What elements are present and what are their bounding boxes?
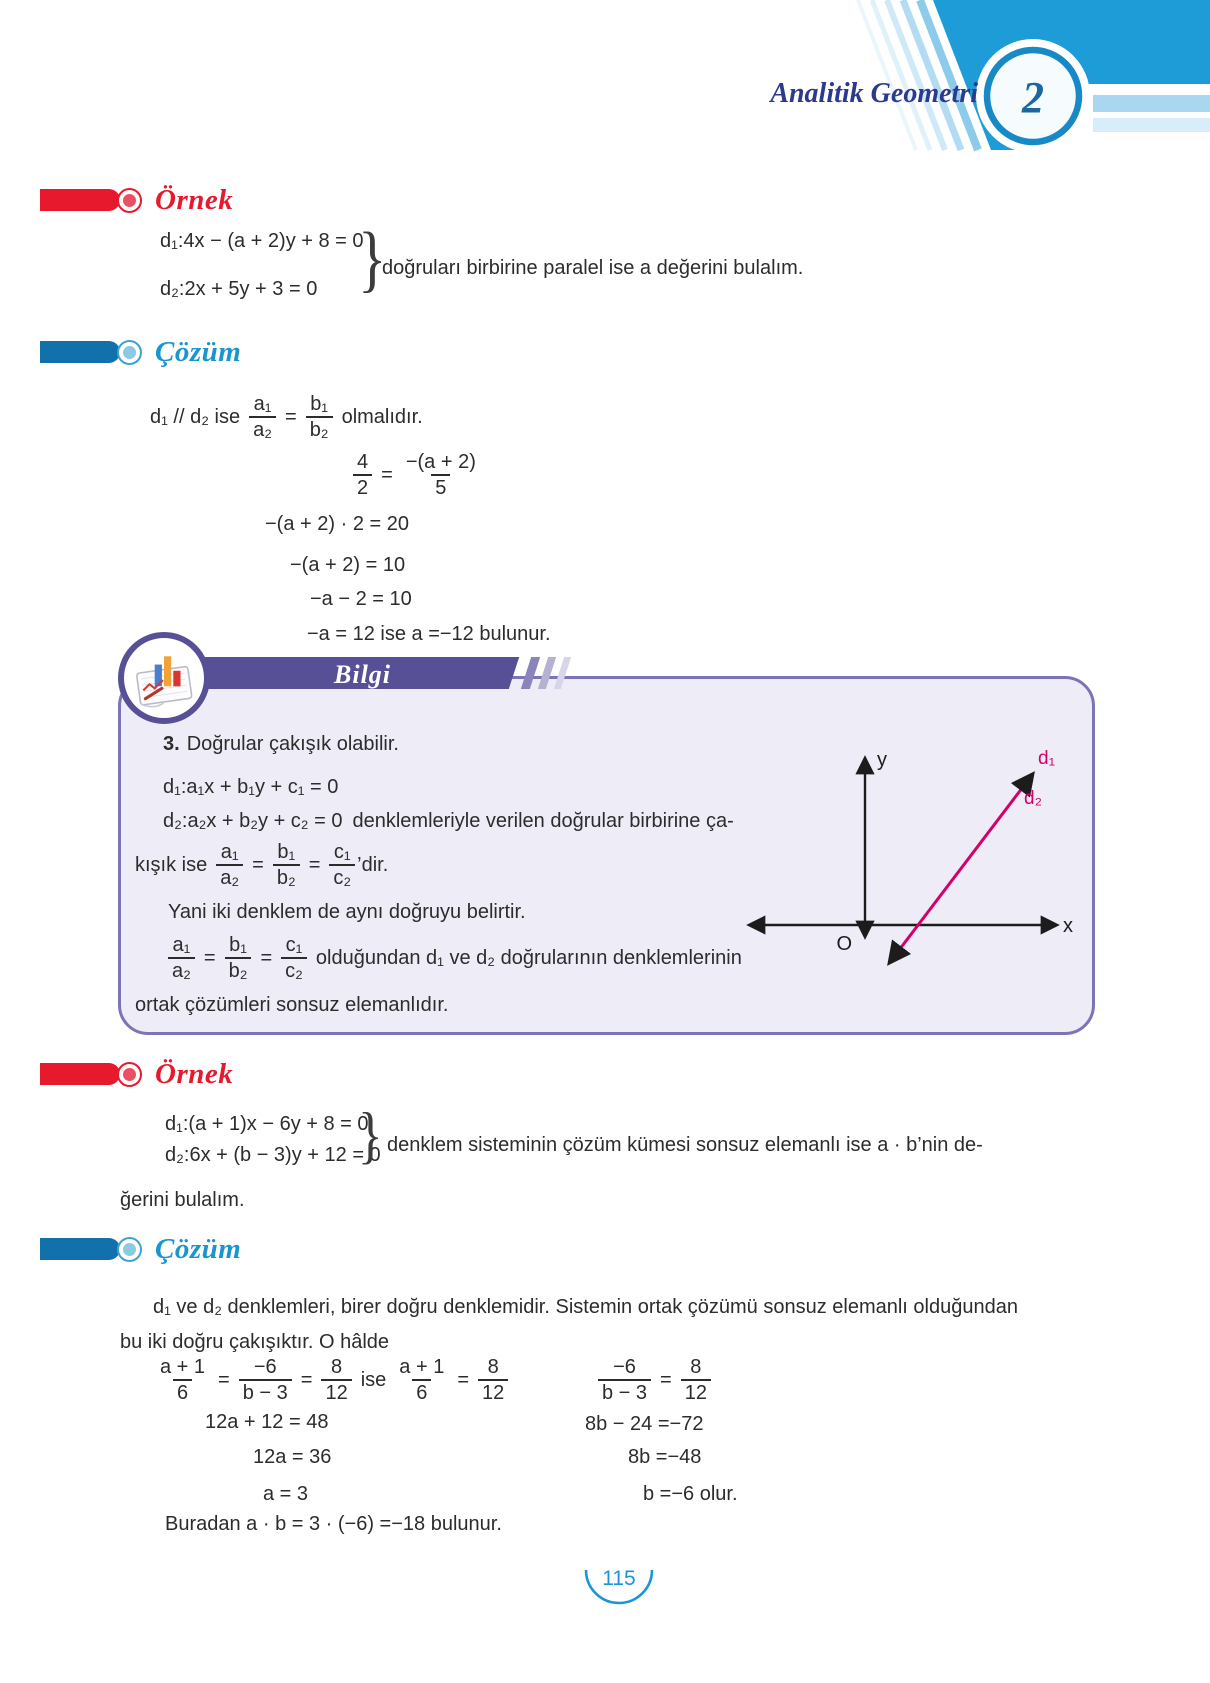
fraction: $\frac{\text{c₁}}{\text{c₂}}$ bbox=[329, 840, 355, 891]
item-number: 3. bbox=[163, 733, 180, 755]
brace: } bbox=[358, 1099, 383, 1170]
solution2-conclusion: Buradan a · b = 3 · (−6) =−18 bulunur. bbox=[165, 1513, 502, 1535]
equation-d2: d₂:2x + 5y + 3 = 0 bbox=[160, 278, 318, 300]
solution2-banner bbox=[40, 1234, 241, 1264]
fraction: $\frac{4}{2}$ bbox=[353, 450, 372, 501]
banner-rings-icon bbox=[117, 1237, 142, 1262]
solution-step: 12a = 36 bbox=[253, 1446, 332, 1468]
fraction: $\frac{8}{12}$ bbox=[321, 1355, 351, 1406]
equals-sign: = bbox=[381, 463, 393, 486]
fraction: $\frac{\text{a₁}}{\text{a₂}}$ bbox=[216, 840, 243, 891]
x-axis-label: x bbox=[1063, 915, 1073, 937]
fraction: $\frac{-6}{b - 3}$ bbox=[239, 1355, 292, 1406]
banner-rings-icon bbox=[117, 188, 142, 213]
solution2-paragraph: bu iki doğru çakışıktır. O hâlde bbox=[120, 1331, 390, 1353]
solution-step: 12a + 12 = 48 bbox=[205, 1411, 329, 1433]
header-decoration bbox=[0, 0, 1210, 170]
equals-sign: = bbox=[457, 1368, 470, 1391]
equals-sign: = bbox=[660, 1368, 672, 1391]
info-text: ortak çözümleri sonsuz elemanlıdır. bbox=[135, 994, 449, 1016]
solution-step: a = 3 bbox=[263, 1483, 309, 1505]
equals-sign: = bbox=[285, 405, 297, 428]
fraction: $\frac{\text{b₁}}{\text{b₂}}$ bbox=[306, 392, 333, 443]
fraction: $\frac{8}{12}$ bbox=[478, 1355, 508, 1406]
math-text: kışık ise bbox=[135, 853, 208, 876]
math-text: d₁ // d₂ ise bbox=[150, 405, 241, 428]
origin-label: O bbox=[836, 933, 852, 955]
banner-rings-icon bbox=[117, 340, 142, 365]
brace: } bbox=[358, 218, 387, 300]
banner-label: Çözüm bbox=[155, 335, 242, 368]
equals-sign: = bbox=[203, 946, 216, 969]
example2-prompt: denklem sisteminin çözüm kümesi sonsuz elemanlı ise a · b’nin de- bbox=[387, 1134, 983, 1156]
y-axis-label: y bbox=[877, 749, 887, 771]
d1-line-label: d₁ bbox=[1038, 748, 1055, 769]
item-text: Doğrular çakışık olabilir. bbox=[186, 733, 399, 755]
solution2-paragraph: d₁ ve d₂ denklemleri, birer doğru denklemidir. Sistemin ortak çözümü sonsuz elemanlı olduğundan bbox=[153, 1296, 1018, 1318]
fraction: $\frac{a + 1}{6}$ bbox=[399, 1355, 445, 1404]
solution2-right-ratio bbox=[598, 1356, 711, 1404]
info-ratio-row-2 bbox=[168, 933, 742, 983]
equation-d1: d₁:(a + 1)x − 6y + 8 = 0 bbox=[165, 1113, 369, 1135]
solution2-ratio-chain bbox=[156, 1356, 508, 1404]
banner-bar bbox=[40, 189, 120, 211]
example1-prompt: doğruları birbirine paralel ise a değerini bulalım. bbox=[382, 257, 804, 279]
info-text: olduğundan d₁ ve d₂ doğrularının denklemlerinin bbox=[315, 946, 742, 969]
equals-sign: = bbox=[260, 946, 273, 969]
solution-step: 8b =−48 bbox=[628, 1446, 702, 1468]
banner-label: Örnek bbox=[155, 183, 234, 216]
math-text: ise bbox=[360, 1368, 387, 1391]
fraction: $\frac{\text{b₁}}{\text{b₂}}$ bbox=[273, 840, 300, 891]
fraction: $\frac{\text{a₁}}{\text{a₂}}$ bbox=[168, 933, 195, 984]
solution1-intro-row bbox=[150, 392, 423, 442]
equation-d2: d₂:6x + (b − 3)y + 12 = 0 bbox=[165, 1144, 381, 1166]
equals-sign: = bbox=[308, 853, 321, 876]
banner-rings-icon bbox=[117, 1062, 142, 1087]
solution1-banner bbox=[40, 337, 241, 367]
info-icon bbox=[118, 632, 210, 724]
footer-page-number-decoration bbox=[520, 1556, 720, 1616]
coincident-line bbox=[890, 775, 1032, 962]
info-text: Yani iki denklem de aynı doğruyu belirtir. bbox=[168, 901, 526, 923]
info-equation-d2: d₂:a₂x + b₂y + c₂ = 0 bbox=[163, 810, 343, 832]
banner-bar bbox=[40, 1238, 120, 1260]
banner-label: Çözüm bbox=[155, 1232, 242, 1265]
equals-sign: = bbox=[252, 853, 264, 876]
d2-line-label: d₂ bbox=[1024, 788, 1042, 809]
fraction: $\frac{\text{c₁}}{\text{c₂}}$ bbox=[281, 933, 307, 984]
fraction: $\frac{\text{a₁}}{\text{a₂}}$ bbox=[249, 392, 276, 443]
solution1-step1-row bbox=[353, 450, 480, 500]
info-label: Bilgi bbox=[334, 660, 392, 689]
info-equation-d2-row bbox=[163, 810, 734, 833]
solution-step: −a = 12 ise a =−12 bulunur. bbox=[307, 623, 551, 645]
example2-banner bbox=[40, 1059, 233, 1089]
page-title: Analitik Geometri bbox=[770, 78, 978, 109]
fraction: $\frac{-(a + 2)}{5}$ bbox=[405, 450, 476, 499]
page-number: 115 bbox=[602, 1567, 636, 1590]
math-text: ’dir. bbox=[357, 853, 389, 876]
example1-banner bbox=[40, 185, 233, 215]
banner-bar bbox=[40, 1063, 120, 1085]
info-item-title bbox=[163, 733, 399, 756]
fraction: $\frac{a + 1}{6}$ bbox=[160, 1355, 206, 1404]
example2-prompt-cont: ğerini bulalım. bbox=[120, 1189, 245, 1211]
solution-step: −a − 2 = 10 bbox=[310, 588, 412, 610]
solution-step: b =−6 olur. bbox=[643, 1483, 738, 1505]
banner-label: Örnek bbox=[155, 1057, 234, 1090]
info-ratio-row-1 bbox=[135, 840, 388, 890]
math-text: olmalıdır. bbox=[341, 405, 423, 428]
solution-step: 8b − 24 =−72 bbox=[585, 1413, 704, 1435]
info-equation-d1: d₁:a₁x + b₁y + c₁ = 0 bbox=[163, 776, 339, 798]
solution-step: −(a + 2) = 10 bbox=[290, 554, 406, 576]
equals-sign: = bbox=[218, 1368, 230, 1391]
banner-bar bbox=[40, 341, 120, 363]
fraction: $\frac{-6}{b - 3}$ bbox=[598, 1355, 651, 1406]
chapter-number: 2 bbox=[1022, 73, 1044, 122]
fraction: $\frac{\text{b₁}}{\text{b₂}}$ bbox=[225, 933, 252, 984]
coordinate-graph bbox=[740, 700, 1085, 1000]
info-text: denklemleriyle verilen doğrular birbirine ça- bbox=[352, 810, 734, 832]
equation-d1: d₁:4x − (a + 2)y + 8 = 0 bbox=[160, 230, 364, 252]
equals-sign: = bbox=[300, 1368, 313, 1391]
solution-step: −(a + 2) · 2 = 20 bbox=[265, 513, 409, 535]
chart-clipart-icon bbox=[133, 647, 195, 709]
fraction: $\frac{8}{12}$ bbox=[681, 1355, 711, 1406]
